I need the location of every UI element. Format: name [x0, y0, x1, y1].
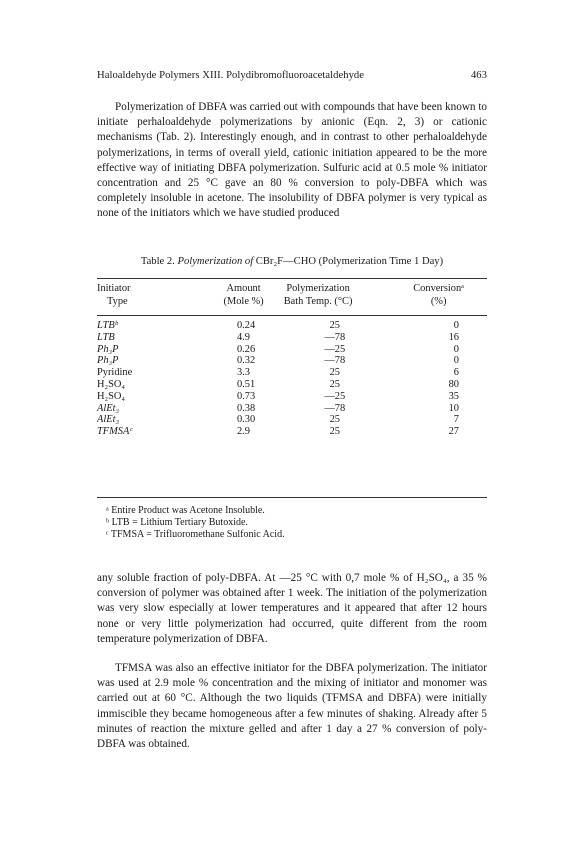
table-row [97, 414, 487, 426]
cell-initiator: H₂SO₄ [97, 390, 126, 402]
cell-temp: —78 [324, 331, 346, 343]
table-row [97, 355, 487, 367]
header-amount-line2: (Mole %) [223, 295, 264, 307]
cell-conversion: 0 [453, 343, 459, 355]
cell-conversion: 35 [448, 390, 459, 402]
table-caption-rest: CBr₂F—CHO (Polymerization Time 1 Day) [255, 256, 444, 267]
cell-initiator: TFMSAᶜ [97, 426, 133, 438]
page-number: 463 [470, 70, 487, 81]
cell-initiator: Ph₃P [97, 355, 119, 367]
cell-temp: 25 [329, 378, 340, 390]
running-title: Haloaldehyde Polymers XIII. Polydibromofluoroacetaldehyde [97, 70, 365, 81]
table-caption-italic: Polymerization of [177, 256, 254, 267]
table-bottom-rule [97, 497, 487, 498]
cell-temp: 25 [329, 426, 340, 438]
table-body [97, 320, 487, 438]
cell-initiator: H₂SO₄ [97, 378, 126, 390]
paragraph-2: any soluble fraction of poly-DBFA. At —25 °C with 0,7 mole % of H₂SO₄, a 35 % conversion of polymer was obtained after 1 week. The initiation of the polymerization was very slow especially at lower temperatures and it appeared that after 12 hours none or very little polymerization had occurred, quite different from the room temperature polymerization of DBFA. [97, 572, 487, 645]
footnote-a: ᵃ Entire Product was Acetone Insoluble. [106, 505, 265, 516]
table-row [97, 344, 487, 356]
cell-amount: 0.51 [236, 378, 256, 390]
table-header [97, 283, 487, 308]
header-temp-line2: Bath Temp. (°C) [283, 295, 353, 307]
cell-amount: 0.26 [236, 343, 256, 355]
table-row [97, 332, 487, 344]
cell-temp: —25 [324, 390, 346, 402]
paragraph-3: TFMSA was also an effective initiator for the DBFA polymerization. The initiator was used at 2.9 mole % concentration and the mixing of initiator and monomer was carried out at 60 °C. Although the two liquids (TFMSA and DBFA) were initially immiscible they became homogeneous after a few minutes of shaking. Already after 5 minutes of reaction the mixture gelled and after 1 day a 27 % conversion of poly-DBFA was obtained. [97, 662, 487, 751]
footnote-b: ᵇ LTB = Lithium Tertiary Butoxide. [106, 517, 248, 529]
header-conversion-line1: Conversionᵃ [413, 283, 465, 294]
cell-amount: 0.38 [236, 402, 256, 414]
cell-amount: 0.73 [236, 390, 256, 402]
table-row [97, 403, 487, 415]
cell-conversion: 6 [453, 367, 459, 379]
table-caption [97, 256, 487, 267]
cell-conversion: 27 [448, 426, 459, 438]
cell-temp: —25 [324, 343, 346, 355]
cell-temp: 25 [329, 367, 340, 379]
cell-conversion: 7 [453, 414, 459, 426]
cell-amount: 0.30 [236, 414, 256, 426]
header-temp [276, 283, 360, 308]
footnote-c: ᶜ TFMSA = Trifluoromethane Sulfonic Acid. [106, 529, 285, 541]
cell-amount: 2.9 [236, 426, 250, 438]
header-conversion [360, 283, 487, 308]
cell-amount: 0.32 [236, 355, 256, 367]
header-conversion-line2: (%) [430, 295, 447, 307]
table-top-rule [97, 278, 487, 279]
table-row [97, 320, 487, 332]
table-row [97, 367, 487, 379]
cell-amount: 0.24 [236, 320, 256, 331]
cell-conversion: 16 [448, 331, 459, 343]
table-row [97, 391, 487, 403]
header-initiator [97, 283, 171, 308]
header-temp-line1: Polymerization [286, 283, 350, 294]
cell-amount: 3.3 [236, 367, 250, 379]
cell-amount: 4.9 [236, 331, 250, 343]
cell-temp: 25 [329, 320, 340, 331]
cell-temp: —78 [324, 355, 346, 367]
cell-initiator: AlEt₃ [97, 414, 120, 426]
cell-initiator: Ph₃P [97, 343, 119, 355]
cell-conversion: 10 [448, 402, 459, 414]
header-initiator-line1: Initiator [97, 283, 131, 294]
header-amount [171, 283, 276, 308]
table-row [97, 379, 487, 391]
cell-temp: —78 [324, 402, 346, 414]
cell-conversion: 0 [453, 320, 459, 331]
cell-initiator: LTBᵇ [97, 320, 118, 331]
table-caption-prefix: Table 2. [140, 256, 175, 267]
paragraph-1: Polymerization of DBFA was carried out with compounds that have been known to initiate perhaloaldehyde polymerizations by anionic (Eqn. 2, 3) or cationic mechanisms (Tab. 2). Interestingly enough, and in contrast to other perhaloaldehyde polymerizations, in terms of overall yield, cationic initiation appeared to be the more effective way of initiating DBFA polymerization. Sulfuric acid at 0.5 mole % initiator concentration and 25 °C gave an 80 % conversion to poly-DBFA which was completely insoluble in acetone. The insolubility of DBFA polymer is very typical as none of the initiators which we have studied produced [97, 101, 488, 220]
table-row [97, 426, 487, 438]
cell-initiator: Pyridine [97, 367, 133, 379]
header-amount-line1: Amount [226, 283, 261, 294]
header-initiator-line2: Type [107, 295, 128, 307]
cell-conversion: 80 [448, 378, 459, 390]
cell-initiator: LTB [97, 331, 115, 343]
table-footnotes [106, 505, 486, 542]
cell-conversion: 0 [453, 355, 459, 367]
table-header-rule [97, 315, 487, 316]
cell-initiator: AlEt₃ [97, 402, 120, 414]
cell-temp: 25 [329, 414, 340, 426]
